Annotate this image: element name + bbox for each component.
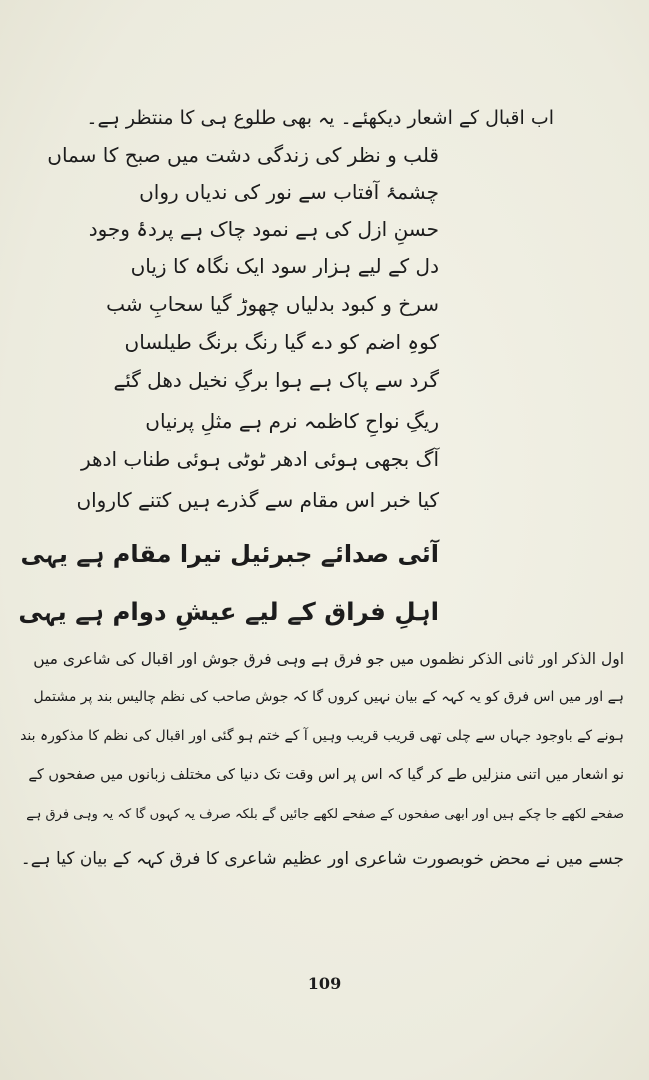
page-number: 109 <box>307 974 342 993</box>
prose-line: ہے اور میں اس فرق کو یہ کہہ کے بیان نہیں کروں گا کہ جوش صاحب کی نظم چالیس بند پر مشتمل <box>33 689 624 705</box>
highlighted-couplet-line: اہلِ فراق کے لیے عیشِ دوام ہے یہی <box>18 597 439 626</box>
verse-line: کیا خبر اس مقام سے گذرے ہیں کتنے کارواں <box>76 488 439 512</box>
prose-line: جسے میں نے محض خوبصورت شاعری اور عظیم شاعری کا فرق کہہ کے بیان کیا ہے۔ <box>20 849 624 869</box>
prose-line: ہونے کے باوجود جہاں سے چلی تھی قریب قریب وہیں آ کے ختم ہو گئی اور اقبال کی نظم کا مذکورہ بند <box>20 728 624 744</box>
intro-line: اب اقبال کے اشعار دیکھئے۔ یہ بھی طلوع ہی کا منتظر ہے۔ <box>86 107 554 129</box>
verse-line: دل کے لیے ہزار سود ایک نگاہ کا زیاں <box>130 254 439 278</box>
verse-line: سرخ و کبود بدلیاں چھوڑ گیا سحابِ شب <box>106 292 439 316</box>
verse-line: قلب و نظر کی زندگی دشت میں صبح کا سماں <box>47 143 439 167</box>
verse-line: چشمۂ آفتاب سے نور کی ندیاں رواں <box>139 180 439 204</box>
verse-line: گرد سے پاک ہے ہوا برگِ نخیل دھل گئے <box>113 368 439 392</box>
prose-line: صفحے لکھے جا چکے ہیں اور ابھی صفحوں کے صفحے لکھے جائیں گے بلکہ صرف یہ کہوں گا کہ یہ وہی فرق ہے <box>26 807 624 822</box>
verse-line: کوہِ اضم کو دے گیا رنگ برنگ طیلساں <box>124 330 439 354</box>
verse-line: حسنِ ازل کی ہے نمود چاک ہے پردۂ وجود <box>88 217 439 241</box>
prose-line: نو اشعار میں اتنی منزلیں طے کر گیا کہ اس پر اس وقت تک دنیا کی مختلف زبانوں میں صفحوں کے <box>28 767 624 783</box>
highlighted-couplet-line: آئی صدائے جبرئیل تیرا مقام ہے یہی <box>20 540 439 568</box>
verse-line: ریگِ نواحِ کاظمہ نرم ہے مثلِ پرنیاں <box>145 409 439 433</box>
verse-line: آگ بجھی ہوئی ادھر ٹوٹی ہوئی طناب ادھر <box>81 447 439 471</box>
prose-line: اول الذکر اور ثانی الذکر نظموں میں جو فرق ہے وہی فرق جوش اور اقبال کی شاعری میں <box>33 650 624 668</box>
